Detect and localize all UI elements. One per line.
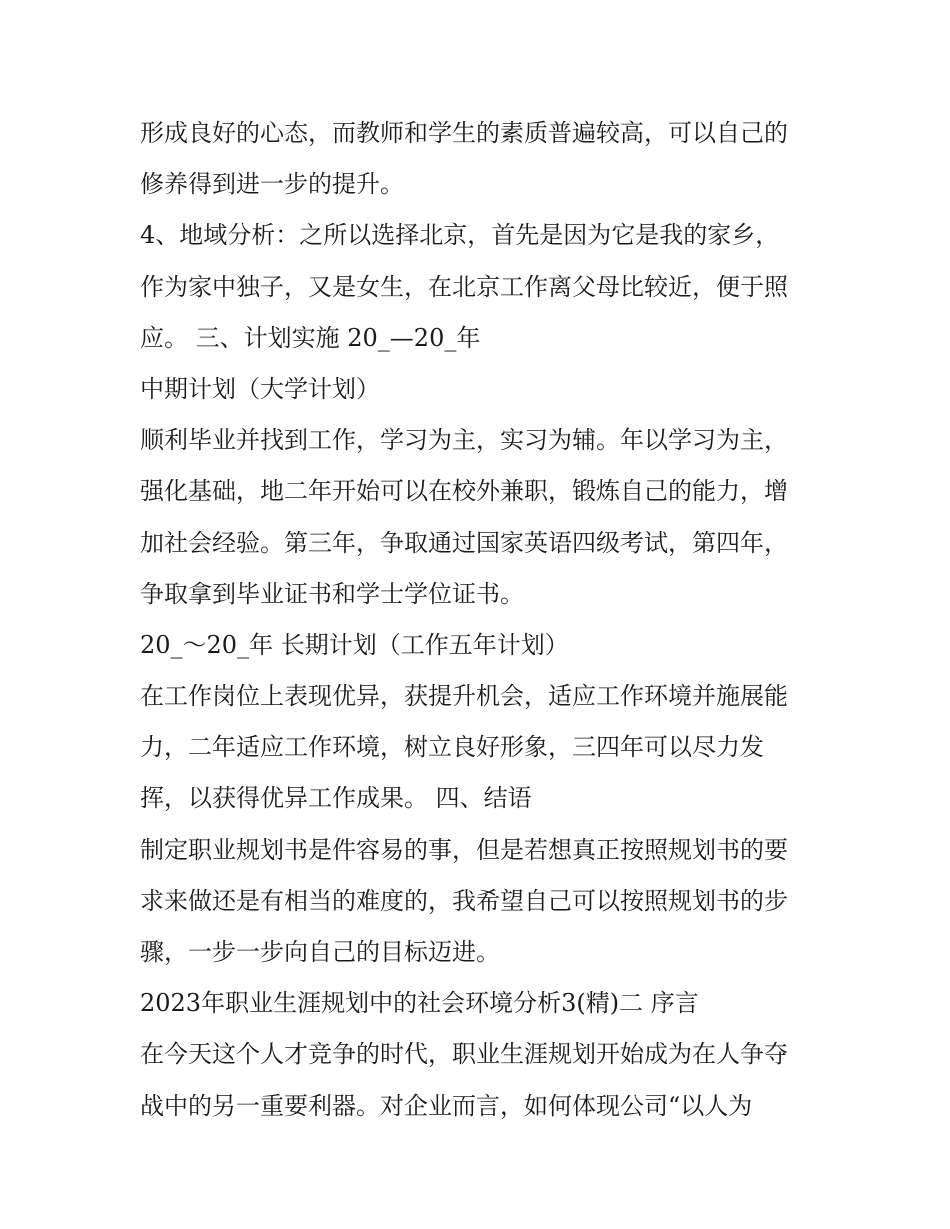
section-heading-line: 挥，以获得优异工作成果。 四、结语 — [140, 784, 532, 813]
text-line: 争取拿到毕业证书和学士学位证书。 — [140, 579, 524, 608]
document-body — [140, 108, 830, 1132]
text-line: 加社会经验。第三年，争取通过国家英语四级考试，第四年， — [140, 528, 788, 557]
text-line: 4、地域分析：之所以选择北京，首先是因为它是我的家乡， — [140, 221, 780, 250]
section-heading-line: 应。 三、计划实施 20_—20_年 — [140, 323, 481, 352]
text-line: 战中的另一重要利器。对企业而言，如何体现公司“以人为 — [140, 1091, 753, 1120]
text-line: 作为家中独子，又是女生，在北京工作离父母比较近，便于照 — [140, 272, 788, 301]
subheading-line: 20_～20_年 长期计划（工作五年计划） — [140, 630, 569, 659]
text-line: 求来做还是有相当的难度的，我希望自己可以按照规划书的步 — [140, 886, 788, 915]
text-line: 形成良好的心态，而教师和学生的素质普遍较高，可以自己的 — [140, 119, 788, 147]
text-line: 在今天这个人才竞争的时代，职业生涯规划开始成为在人争夺 — [140, 1040, 788, 1069]
text-line: 顺利毕业并找到工作，学习为主，实习为辅。年以学习为主， — [140, 426, 788, 455]
text-line: 制定职业规划书是件容易的事，但是若想真正按照规划书的要 — [140, 835, 788, 864]
text-line: 修养得到进一步的提升。 — [140, 170, 404, 199]
text-line: 强化基础，地二年开始可以在校外兼职，锻炼自己的能力，增 — [140, 477, 788, 506]
article-title-line: 2023年职业生涯规划中的社会环境分析3(精)二 序言 — [140, 989, 699, 1018]
subheading-line: 中期计划（大学计划） — [140, 374, 380, 403]
text-line: 在工作岗位上表现优异，获提升机会，适应工作环境并施展能 — [140, 682, 788, 711]
text-line: 骤，一步一步向自己的目标迈进。 — [140, 938, 500, 966]
text-line: 力，二年适应工作环境，树立良好形象，三四年可以尽力发 — [140, 733, 764, 762]
